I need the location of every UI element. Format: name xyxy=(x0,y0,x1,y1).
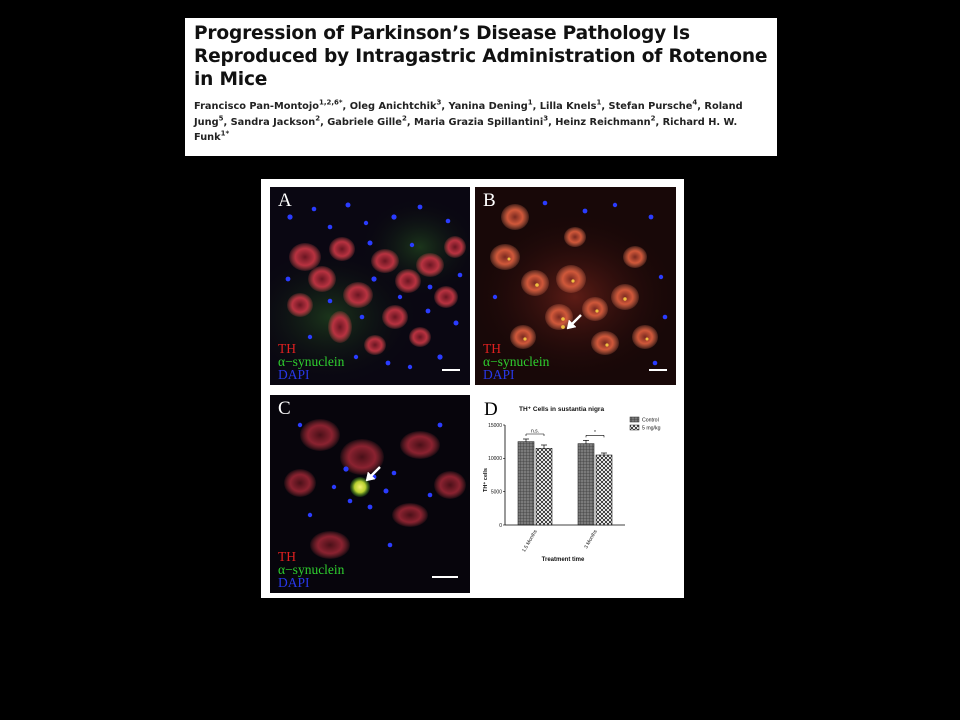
author-affiliation: 2 xyxy=(401,114,407,123)
y-tick-label: 0 xyxy=(499,522,502,529)
stain-legend-b xyxy=(483,342,549,381)
author-affiliation: 2 xyxy=(315,114,321,123)
chart-title: TH⁺ Cells in sustantia nigra xyxy=(519,406,605,413)
y-axis-label: TH⁺ cells xyxy=(483,468,489,492)
scale-bar-c xyxy=(432,576,458,578)
bar-chart xyxy=(475,395,676,593)
legend-swatch xyxy=(630,425,639,430)
chart-panel-d xyxy=(475,395,676,593)
author-affiliation: 3 xyxy=(543,114,549,123)
chart-legend xyxy=(630,417,661,432)
author-name: Heinz Reichmann$^2$ xyxy=(555,114,656,128)
stain-label-th: TH xyxy=(278,341,296,356)
stain-label-synuclein: α−synuclein xyxy=(278,354,345,369)
author-affiliation: 3 xyxy=(436,98,442,107)
panel-letter-b: B xyxy=(483,190,496,211)
author-affiliation: 2 xyxy=(650,114,656,123)
stain-label-synuclein: α−synuclein xyxy=(483,354,550,369)
author-affiliation: 5 xyxy=(218,114,224,123)
author-name: Richard H. W. Funk$^{1*}$ xyxy=(194,116,738,143)
paper-header xyxy=(185,18,777,156)
y-tick-label: 15000 xyxy=(488,422,502,429)
significance-label: * xyxy=(594,429,596,436)
author-name: Lilla Knels$^1$ xyxy=(539,98,602,112)
bar-Control xyxy=(518,442,534,525)
author-affiliation: 1 xyxy=(596,98,602,107)
scale-bar-a xyxy=(442,369,460,371)
panel-letter-a: A xyxy=(278,190,292,211)
author-name: Yanina Dening$^1$ xyxy=(448,98,533,112)
panel-letter-d: D xyxy=(484,399,498,420)
stain-legend-a xyxy=(278,342,344,381)
paper-title-line: Reproduced by Intragastric Administration of Rotenone xyxy=(194,46,768,67)
author-name: Sandra Jackson$^2$ xyxy=(230,114,321,128)
author-affiliation: 1,2,6* xyxy=(318,98,343,107)
author-affiliation: 1 xyxy=(527,98,533,107)
micrograph-panel-a xyxy=(270,187,470,385)
y-tick-label: 10000 xyxy=(488,456,502,463)
paper-title-line: in Mice xyxy=(194,69,268,90)
legend-label: 5 mg/kg xyxy=(642,425,661,432)
panel-letter-c: C xyxy=(278,398,291,419)
stain-label-synuclein: α−synuclein xyxy=(278,562,345,577)
stain-legend-c xyxy=(278,550,344,589)
bar-Control xyxy=(578,444,594,525)
micrograph-panel-b xyxy=(475,187,676,385)
stain-label-th: TH xyxy=(483,341,501,356)
stain-label-dapi: DAPI xyxy=(278,575,310,590)
y-tick-label: 5000 xyxy=(490,489,502,496)
x-axis-label: Treatment time xyxy=(541,557,585,563)
figure xyxy=(261,179,684,598)
author-name: Maria Grazia Spillantini$^3$ xyxy=(413,114,549,128)
paper-title xyxy=(194,22,769,91)
author-name: Oleg Anichtchik$^3$ xyxy=(349,98,442,112)
bar-5 mg/kg xyxy=(536,448,552,525)
stain-label-dapi: DAPI xyxy=(278,367,310,382)
legend-label: Control xyxy=(642,417,659,424)
author-affiliation: 1* xyxy=(220,129,230,138)
x-tick-label: 3 Months xyxy=(583,529,599,550)
author-list: Francisco Pan-Montojo$^{1,2,6*}$, Oleg Anichtchik$^3$, Yanina Dening$^1$, Lilla Knels$^1$, Stefan Pursche$^4$, Roland Jung$^5$, Sandra Jackson$^2$, Gabriele Gille$^2$, Maria Grazia Spillantini$^3$, Heinz Reichmann$^2$, Richard H. W. Funk$^{1*}$ xyxy=(194,98,743,143)
author-name: Gabriele Gille$^2$ xyxy=(327,114,407,128)
significance-markers xyxy=(526,429,604,438)
legend-swatch xyxy=(630,417,639,422)
author-name: Roland Jung$^5$ xyxy=(194,101,743,128)
bar-5 mg/kg xyxy=(596,455,612,525)
author-name: Stefan Pursche$^4$ xyxy=(608,98,698,112)
chart-bars xyxy=(518,439,612,553)
author-affiliation: 4 xyxy=(692,98,698,107)
stain-label-dapi: DAPI xyxy=(483,367,515,382)
significance-label: n.s. xyxy=(530,428,540,435)
author-name: Francisco Pan-Montojo$^{1,2,6*}$ xyxy=(194,98,343,112)
x-tick-label: 1.5 Months xyxy=(521,529,539,554)
paper-title-line: Progression of Parkinson’s Disease Pathology Is xyxy=(194,23,690,44)
stain-label-th: TH xyxy=(278,549,296,564)
scale-bar-b xyxy=(649,369,667,371)
micrograph-panel-c xyxy=(270,395,470,593)
